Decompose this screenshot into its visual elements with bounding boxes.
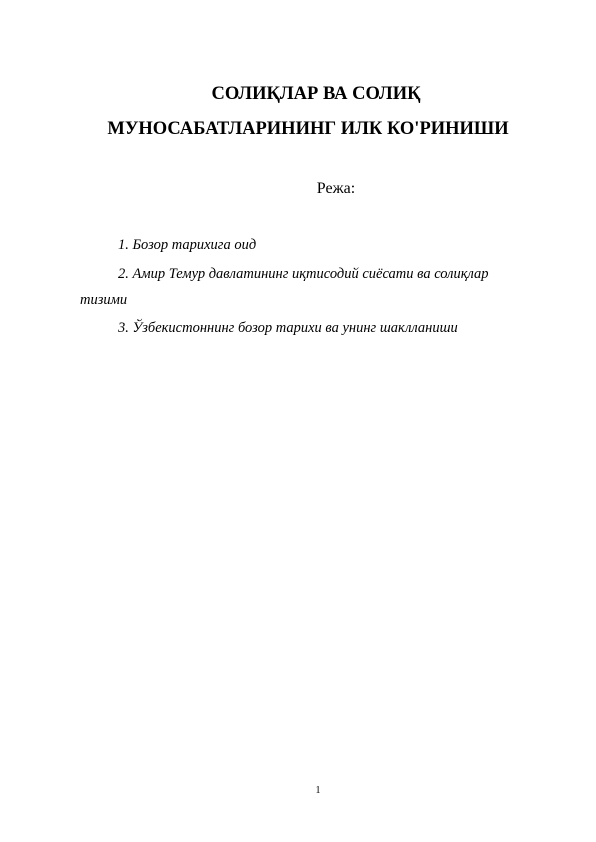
document-title-line-1: СОЛИҚЛАР ВА СОЛИҚ [211,84,421,104]
plan-item-3: 3. Ўзбекистоннинг бозор тарихи ва унинг шаклланиши [118,320,458,336]
document-title-line-2: МУНОСАБАТЛАРИНИНГ ИЛК КО'РИНИШИ [107,119,509,139]
plan-item-2-line-2: тизими [80,292,128,308]
plan-heading: Режа: [316,180,356,197]
plan-item-1: 1. Бозор тарихига оид [118,237,257,253]
page-number: 1 [315,785,321,796]
plan-item-2-line-1: 2. Амир Темур давлатининг иқтисодий сиёсати ва солиқлар [118,266,489,282]
